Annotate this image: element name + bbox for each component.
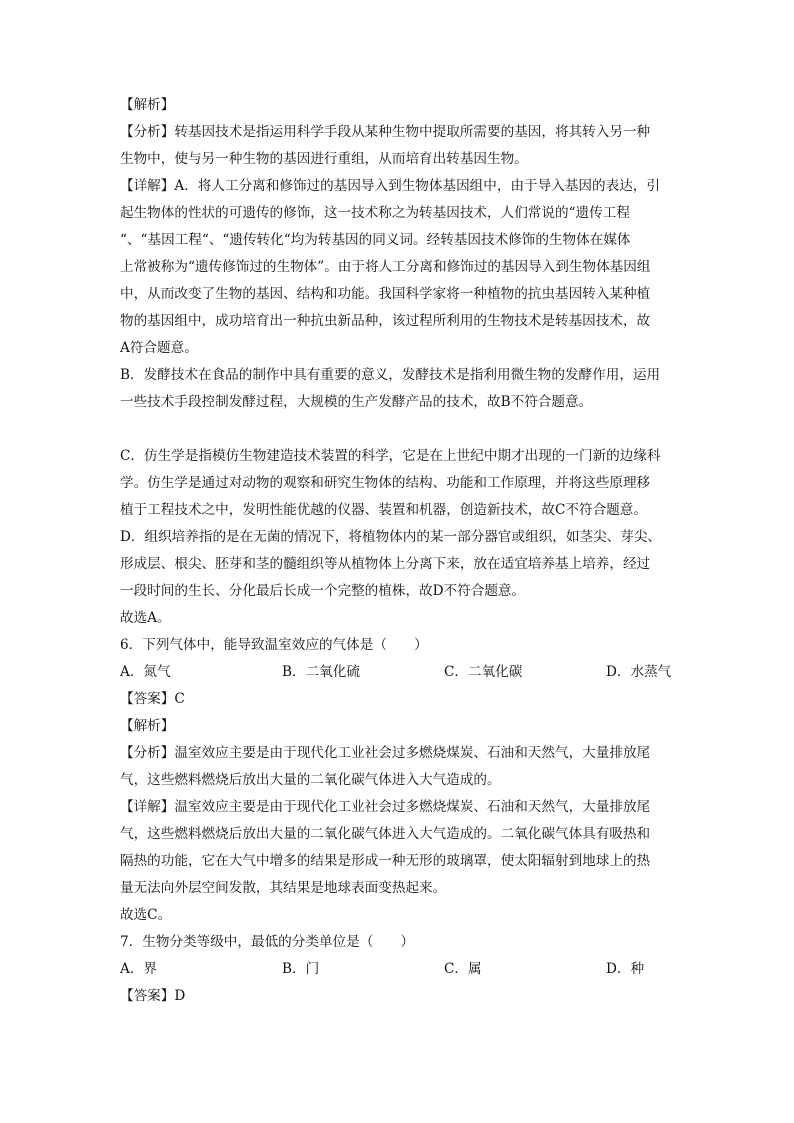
q6-detail-line: 气，这些燃料燃烧后放出大量的二氧化碳气体进入大气造成的。二氧化碳气体具有吸热和 (120, 826, 651, 842)
q5-fenxi-line: 生物中，使与另一种生物的基因进行重组，从而培育出转基因生物。 (120, 151, 528, 167)
q5-detail-c-line: C．仿生学是指模仿生物建造技术装置的科学，它是在上世纪中期才出现的一门新的边缘科 (120, 448, 661, 464)
q5-detail-b-line: 一些技术手段控制发酵过程，大规模的生产发酵产品的技术，故B不符合题意。 (120, 394, 593, 410)
q6-option-b: B．二氧化硫 (282, 664, 360, 680)
q5-detail-a-line: 【详解】A．将人工分离和修饰过的基因导入到生物体基因组中，由于导入基因的表达，引 (120, 178, 660, 194)
q5-conclusion: 故选A。 (120, 610, 171, 626)
q5-detail-a-line: “、“基因工程“、“遗传转化“均为转基因的同义词。经转基因技术修饰的生物体在媒体 (120, 232, 631, 248)
q7-options (120, 956, 676, 983)
q5-detail-d-line: 一段时间的生长、分化最后长成一个完整的植株，故D不符合题意。 (120, 583, 526, 599)
q7-option-d: D．种 (606, 961, 645, 977)
q6-fenxi-line: 【分析】温室效应主要是由于现代化工业社会过多燃烧煤炭、石油和天然气，大量排放尾 (120, 745, 651, 761)
q7-option-b: B．门 (282, 961, 320, 977)
q6-options (120, 659, 676, 686)
q6-detail-line: 【详解】温室效应主要是由于现代化工业社会过多燃烧煤炭、石油和天然气，大量排放尾 (120, 799, 651, 815)
q6-option-c: C．二氧化碳 (444, 664, 523, 680)
q5-detail-a-line: 物的基因组中，成功培育出一种抗虫新品种，该过程所利用的生物技术是转基因技术，故 (120, 313, 651, 329)
q5-detail-a-line: 上常被称为“遗传修饰过的生物体”。由于将人工分离和修饰过的基因导入到生物体基因组 (120, 259, 651, 275)
q5-detail-a-line: 起生物体的性状的可遗传的修饰，这一技术称之为转基因技术，人们常说的“遗传工程 (120, 205, 630, 221)
document-content (120, 92, 676, 1010)
q5-detail-b-line: B．发酵技术在食品的制作中具有重要的意义，发酵技术是指利用微生物的发酵作用，运用 (120, 367, 661, 383)
q5-detail-c-line: 学。仿生学是通过对动物的观察和研究生物体的结构、功能和工作原理，并将这些原理移 (120, 475, 651, 491)
q7-option-a: A．界 (120, 961, 158, 977)
q6-option-a: A．氮气 (120, 664, 171, 680)
q5-fenxi-line: 【分析】转基因技术是指运用科学手段从某种生物中提取所需要的基因，将其转入另一种 (120, 124, 651, 140)
q6-analysis-heading: 【解析】 (120, 718, 175, 734)
q6-answer: 【答案】C (120, 691, 185, 707)
q7-answer: 【答案】D (120, 988, 186, 1004)
q6-detail-line: 量无法向外层空间发散，其结果是地球表面变热起来。 (120, 880, 447, 896)
q6-conclusion: 故选C。 (120, 907, 172, 923)
q5-analysis-heading: 【解析】 (120, 97, 175, 113)
q5-detail-d-line: D．组织培养指的是在无菌的情况下，将植物体内的某一部分器官或组织，如茎尖、芽尖、 (120, 529, 662, 545)
q5-detail-d-line: 形成层、根尖、胚芽和茎的髓组织等从植物体上分离下来，放在适宜培养基上培养，经过 (120, 556, 651, 572)
blank-line (120, 416, 676, 443)
q6-stem: 6．下列气体中，能导致温室效应的气体是（ ） (120, 637, 428, 653)
q6-detail-line: 隔热的功能，它在大气中增多的结果是形成一种无形的玻璃罩，使太阳辐射到地球上的热 (120, 853, 651, 869)
q5-detail-a-line: 中，从而改变了生物的基因、结构和功能。我国科学家将一种植物的抗虫基因转入某种植 (120, 286, 651, 302)
q5-detail-c-line: 植于工程技术之中，发明性能优越的仪器、装置和机器，创造新技术，故C不符合题意。 (120, 502, 647, 518)
q6-fenxi-line: 气，这些燃料燃烧后放出大量的二氧化碳气体进入大气造成的。 (120, 772, 501, 788)
q7-stem: 7．生物分类等级中，最低的分类单位是（ ） (120, 934, 415, 950)
q6-option-d: D．水蒸气 (606, 664, 672, 680)
q7-option-c: C．属 (444, 961, 482, 977)
q5-detail-a-line: A符合题意。 (120, 340, 198, 356)
